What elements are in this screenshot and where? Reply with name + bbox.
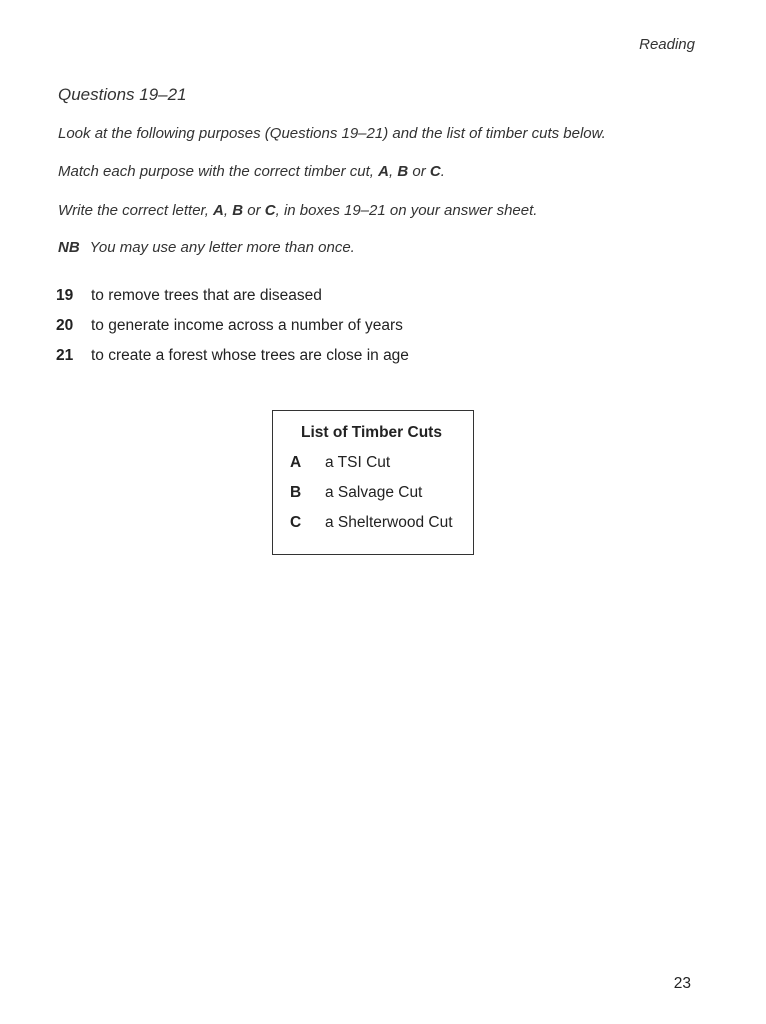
- timber-cut-option-a: [290, 454, 390, 472]
- option-text: a TSI Cut: [325, 454, 391, 471]
- letter-c: C: [264, 202, 276, 219]
- letter-c: C: [429, 163, 441, 180]
- instruction-match-prefix: Match each purpose with the correct timber cut,: [58, 163, 379, 180]
- option-text: a Salvage Cut: [325, 484, 423, 501]
- instruction-match-suffix: .: [440, 163, 445, 180]
- option-text: a Shelterwood Cut: [325, 514, 453, 531]
- page-number: 23: [673, 975, 691, 992]
- separator: or: [408, 163, 430, 180]
- option-letter: C: [290, 514, 302, 531]
- question-number: 21: [56, 347, 74, 364]
- question-item-21: [56, 347, 409, 365]
- timber-cut-option-b: [290, 484, 422, 502]
- section-label: Reading: [639, 36, 695, 53]
- question-item-19: [56, 287, 322, 305]
- letter-b: B: [397, 163, 409, 180]
- nb-note: [58, 239, 355, 256]
- option-letter: A: [290, 454, 302, 471]
- letter-a: A: [213, 202, 224, 219]
- timber-cuts-box: [272, 410, 474, 555]
- question-number: 19: [56, 287, 74, 304]
- questions-heading: Questions 19–21: [58, 85, 187, 104]
- nb-text: You may use any letter more than once.: [89, 239, 355, 256]
- instruction-write-prefix: Write the correct letter,: [58, 202, 214, 219]
- separator: or: [243, 202, 265, 219]
- instruction-write-suffix: , in boxes 19–21 on your answer sheet.: [275, 202, 538, 219]
- question-text: to create a forest whose trees are close in age: [91, 347, 409, 364]
- separator: ,: [389, 163, 398, 180]
- letter-b: B: [232, 202, 244, 219]
- question-text: to remove trees that are diseased: [91, 287, 322, 304]
- timber-cut-option-c: [290, 514, 453, 532]
- question-text: to generate income across a number of years: [91, 317, 403, 334]
- instruction-write: [58, 202, 537, 219]
- separator: ,: [223, 202, 233, 219]
- option-letter: B: [290, 484, 302, 501]
- nb-label: NB: [58, 239, 80, 256]
- instruction-match: [58, 163, 445, 180]
- letter-a: A: [378, 163, 389, 180]
- question-number: 20: [56, 317, 74, 334]
- question-item-20: [56, 317, 403, 335]
- instruction-look: Look at the following purposes (Questions 19–21) and the list of timber cuts below.: [58, 125, 606, 142]
- timber-cuts-title: List of Timber Cuts: [301, 424, 442, 441]
